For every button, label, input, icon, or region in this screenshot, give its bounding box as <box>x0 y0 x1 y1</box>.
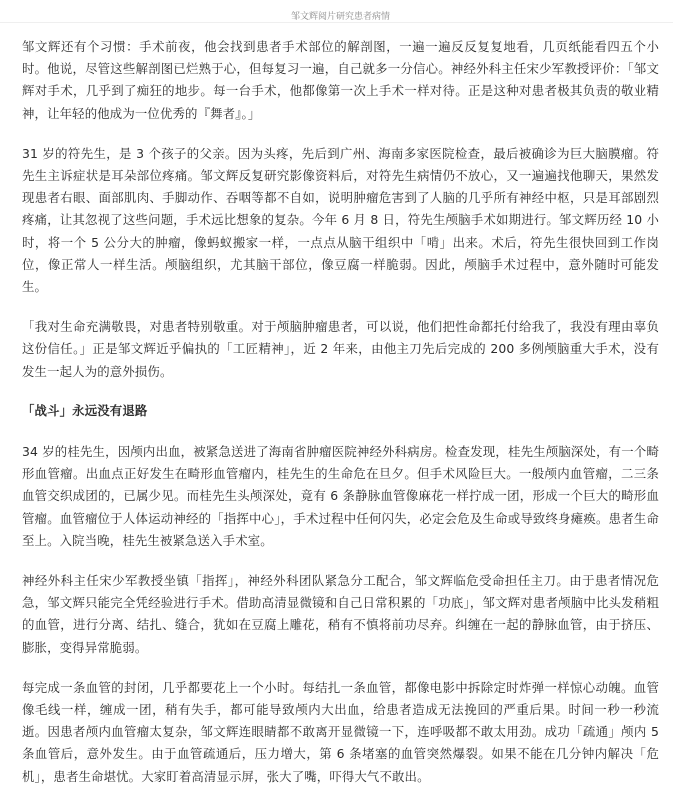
caption-divider <box>0 22 673 23</box>
image-caption: 邹文辉阅片研究患者病情 <box>290 12 390 22</box>
section-heading: 「战斗」永远没有退路 <box>22 402 148 418</box>
article-paragraph-2: 31 岁的符先生，是 3 个孩子的父亲。因为头疼，先后到广州、海南多家医院检查，最后被确诊为巨大脑膜瘤。符先生主诉症状是耳朵部位疼痛。邹文辉反复研究影像资料后，对符先生病情仍不放心，又一遍遍找他聊天，果然发现患者右眼、面部肌肉、手脚动作、吞咽等都不自如，说明肿瘤危害到了人脑的几乎所有神经中枢，只是耳部剧烈疼痛，让其忽视了这些问题，手术远比想象的复杂。今年 6 月 8 日，符先生颅脑手术如期进行。邹文辉历经 10 小时，将一个 5 公分大的肿瘤，像蚂蚁搬家一样，一点点从脑干组织中「啃」出来。术后，符先生很快回到工作岗位，像正常人一样生活。颅脑组织，尤其脑干部位，像豆腐一样脆弱。因此，颅脑手术过程中，意外随时可能发生。 <box>22 145 659 295</box>
article-body <box>22 36 659 788</box>
article-paragraph-4: 34 岁的桂先生，因颅内出血，被紧急送进了海南省肿瘤医院神经外科病房。检查发现，桂先生颅脑深处，有一个畸形血管瘤。出血点正好发生在畸形血管瘤内，桂先生的生命危在旦夕。但手术风险巨大。一般颅内血管瘤，二三条血管交织成团的，已属少见。而桂先生头颅深处，竟有 6 条静脉血管像麻花一样拧成一团，形成一个巨大的畸形血管瘤。血管瘤位于人体运动神经的「指挥中心」，手术过程中任何闪失，必定会危及生命或导致终身瘫痪。患者生命至上。入院当晚，桂先生被紧急送入手术室。 <box>22 444 659 548</box>
article-paragraph-6: 每完成一条血管的封闭，几乎都要花上一个小时。每结扎一条血管，都像电影中拆除定时炸弹一样惊心动魄。血管像毛线一样，缠成一团，稍有失手，都可能导致颅内大出血，给患者造成无法挽回的严重后果。时间一秒一秒流逝。因患者颅内血管瘤太复杂，邹文辉连眼睛都不敢离开显微镜一下，连呼吸都不敢太用劲。成功「疏通」颅内 5 条血管后，意外发生。由于血管疏通后，压力增大，第 6 条堵塞的血管突然爆裂。如果不能在几分钟内解决「危机」，患者生命堪忧。大家盯着高清显示屏，张大了嘴，吓得大气不敢出。 <box>22 679 659 784</box>
article-paragraph-1: 邹文辉还有个习惯：手术前夜，他会找到患者手术部位的解剖图，一遍一遍反反复复地看，几页纸能看四五个小时。他说，尽管这些解剖图已烂熟于心，但每复习一遍，自己就多一分信心。神经外科主任宋少军教授评价：「邹文辉对手术，几乎到了痴狂的地步。每一台手术，他都像第一次上手术一样对待。正是这种对患者极其负责的敬业精神，让年轻的他成为一位优秀的『舞者』。」 <box>22 39 659 121</box>
article-paragraph-5: 神经外科主任宋少军教授坐镇「指挥」，神经外科团队紧急分工配合，邹文辉临危受命担任主刀。由于患者情况危急，邹文辉只能完全凭经验进行手术。借助高清显微镜和自己日常积累的「功底」，邹文辉对患者颅脑中比头发稍粗的血管，进行分离、结扎、缝合，犹如在豆腐上雕花，稍有不慎将前功尽弃。纠缠在一起的静脉血管，由于挤压、膨胀，变得异常脆弱。 <box>22 573 659 655</box>
article-paragraph-3: 「我对生命充满敬畏，对患者特别敬重。对于颅脑肿瘤患者，可以说，他们把性命都托付给我了，我没有理由辜负这份信任。」正是邹文辉近乎偏执的「工匠精神」，近 2 年来，由他主刀先后完成的 200 多例颅脑重大手术，没有发生一起人为的意外损伤。 <box>22 319 659 379</box>
